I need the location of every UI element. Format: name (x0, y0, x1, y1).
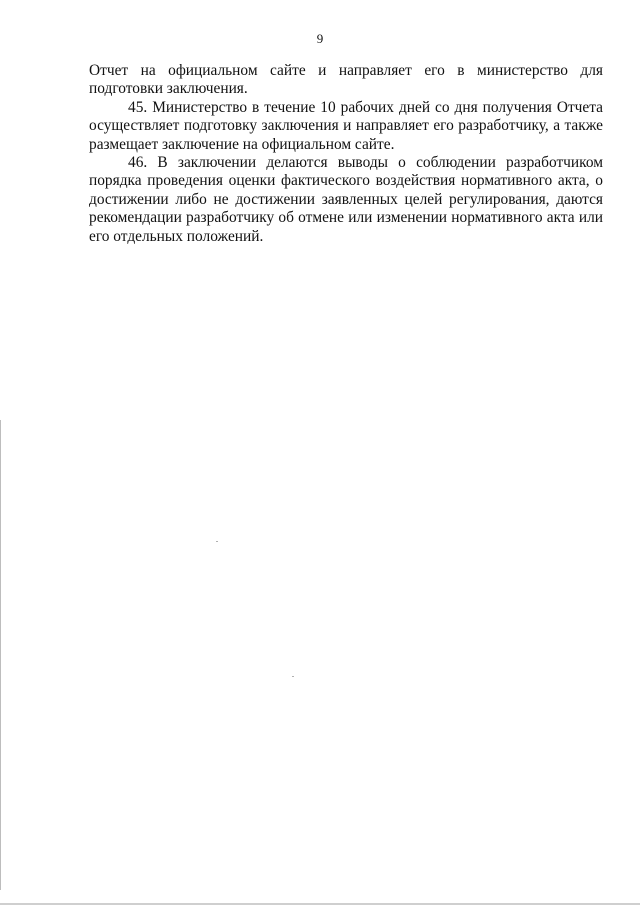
scan-speck (216, 541, 218, 542)
document-body (89, 62, 603, 246)
paragraph-45: 45. Министерство в течение 10 рабочих дней со дня получения Отчета осуществляет подготовку заключения и направляет его разработчику, а также размещает заключение на официальном сайте. (89, 98, 603, 153)
paragraph-46: 46. В заключении делаются выводы о соблюдении разработчиком порядка проведения оценки фактического воздействия нормативного акта, о достижении либо не достижении заявленных целей регулирования, даются рекомендации разработчику об отмене или изменении нормативного акта или его отдельных положений. (89, 154, 603, 245)
scan-edge-left (0, 420, 1, 890)
page-number: 9 (316, 31, 324, 46)
scan-speck (292, 676, 294, 677)
paragraph-continuation: Отчет на официальном сайте и направляет его в министерство для подготовки заключения. (89, 62, 603, 98)
